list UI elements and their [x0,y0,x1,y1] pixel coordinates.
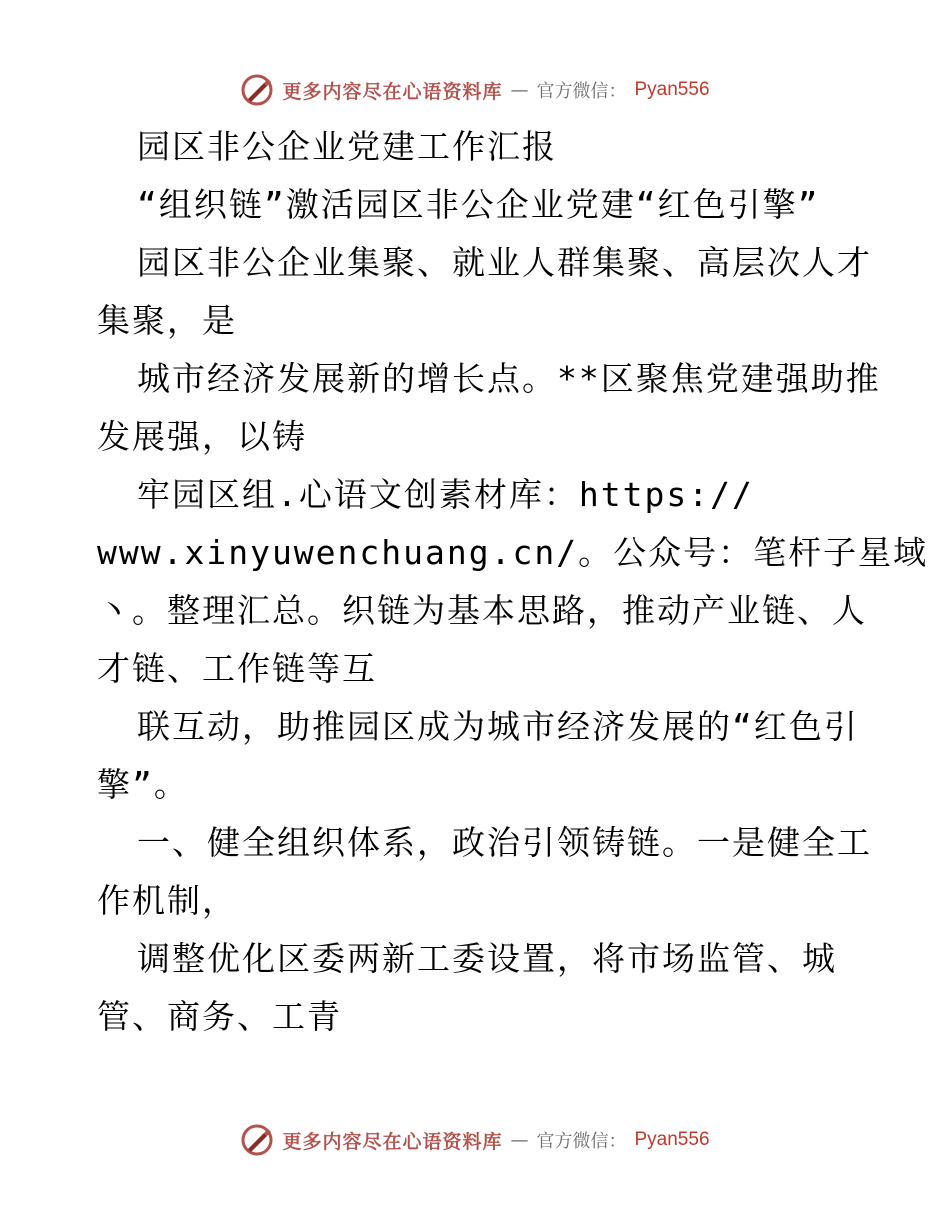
paragraph-line: 才链、工作链等互 [97,649,377,688]
paragraph-line: 管、商务、工青 [97,997,342,1036]
banner-wechat-id: Pyan556 [634,79,710,100]
section-heading-line: 一、健全组织体系，政治引领铸链。一是健全工 [137,823,872,862]
banner-main-text: 更多内容尽在心语资料库 [282,1130,503,1153]
paragraph-line: 调整优化区委两新工委设置，将市场监管、城 [137,939,837,978]
pen-logo-icon [240,1123,274,1157]
footer-watermark-banner [0,1120,950,1160]
banner-main-text: 更多内容尽在心语资料库 [282,80,503,103]
document-body [97,118,929,1046]
paragraph-line: 擎”。 [97,765,189,804]
banner-wechat-label: 官方微信： [536,1131,627,1152]
header-watermark-banner [0,70,950,110]
banner-wechat-id: Pyan556 [634,1129,710,1150]
paragraph-line: 作机制， [97,881,237,920]
banner-dash: — [510,79,529,101]
pen-logo-icon [240,73,274,107]
paragraph-line: 丶。整理汇总。织链为基本思路，推动产业链、人 [97,591,867,630]
doc-subtitle: “组织链”激活园区非公企业党建“红色引擎” [137,185,820,224]
doc-title: 园区非公企业党建工作汇报 [137,127,557,166]
banner-dash: — [510,1129,529,1151]
paragraph-line: www.xinyuwenchuang.cn/。公众号：笔杆子星域 [97,533,929,572]
paragraph-line: 牢园区组.心语文创素材库：https:// [137,475,754,514]
paragraph-line: 发展强，以铸 [97,417,307,456]
paragraph-line: 联互动，助推园区成为城市经济发展的“红色引 [137,707,859,746]
paragraph-line: 园区非公企业集聚、就业人群集聚、高层次人才 [137,243,872,282]
paragraph-line: 城市经济发展新的增长点。**区聚焦党建强助推 [137,359,881,398]
banner-wechat-label: 官方微信： [536,81,627,102]
paragraph-line: 集聚，是 [97,301,237,340]
